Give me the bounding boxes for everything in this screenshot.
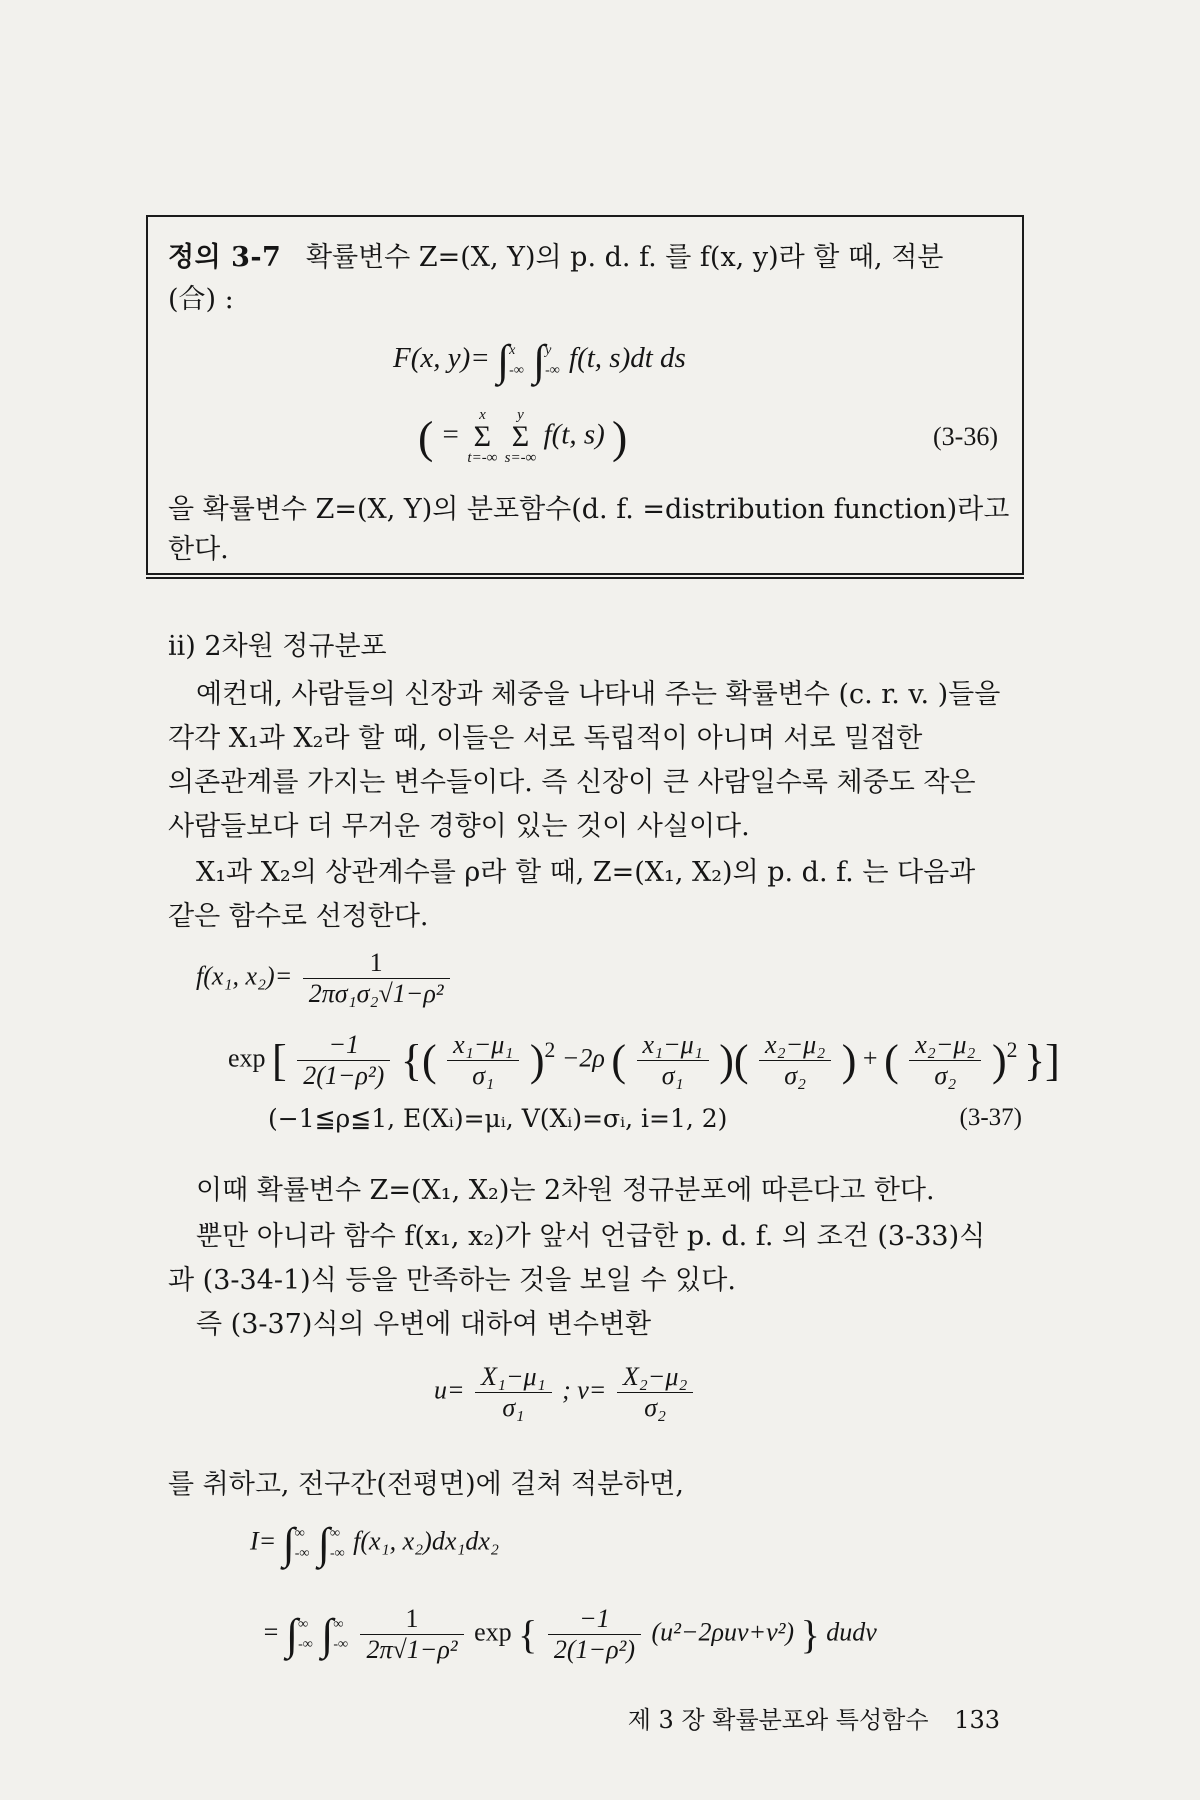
paragraph-3-line-1: 이때 확률변수 Z=(X₁, X₂)는 2차원 정규분포에 따른다고 한다.: [196, 1175, 935, 1206]
definition-title: 정의 3-7: [168, 242, 282, 273]
formula-3-37-line-2: exp [ $\frac{-1}{\text{2(1−ρ²)}}$ {( $\frac{\text{x₁−μ₁}}{\text{σ₁}}$ )$^2$ −2ρ ( $\frac{\text{x₁−μ₁}}{\text{σ₁}}$ )( $\frac{\text{x₂−μ₂}}{\text{σ₂}}$ ) + ( $\frac{\text{x₂−μ₂}}{\text{σ₂}}$ )$^2$ }]: [228, 1030, 1060, 1090]
integral-line-1: I= ∫∞ -∞ ∫∞ -∞ f(x₁, x₂)dx₁dx₂: [250, 1519, 499, 1568]
paragraph-6-line-1: 를 취하고, 전구간(전평면)에 걸쳐 적분하면,: [168, 1469, 684, 1500]
paragraph-1-line-2: 각각 X₁과 X₂라 할 때, 이들은 서로 독립적이 아니며 서로 밀접한: [168, 723, 923, 754]
definition-line-3: 을 확률변수 Z=(X, Y)의 분포함수(d. f. =distribution function)라고: [168, 494, 1010, 525]
paragraph-1-line-3: 의존관계를 가지는 변수들이다. 즉 신장이 큰 사람일수록 체중도 작은: [168, 767, 976, 798]
paragraph-2-line-1: X₁과 X₂의 상관계수를 ρ라 할 때, Z=(X₁, X₂)의 p. d. f. 는 다음과: [196, 857, 976, 888]
page-number: 133: [954, 1706, 1000, 1734]
paragraph-4-line-1: 뿐만 아니라 함수 f(x₁, x₂)가 앞서 언급한 p. d. f. 의 조건 (3-33)식: [196, 1221, 986, 1252]
formula-3-37-line-1: f(x₁, x₂)= $\frac{1}{\text{2πσ₁σ₂√1−ρ²}}$: [196, 948, 454, 1009]
variable-transform: u= $\frac{\text{X₁−μ₁}}{\text{σ₁}}$ ; v= $\frac{\text{X₂−μ₂}}{\text{σ₂}}$: [434, 1362, 697, 1423]
equation-number-3-36: (3-36): [933, 422, 998, 451]
running-footer: [628, 1700, 1000, 1735]
chapter-title: 제 3 장 확률분포와 특성함수: [627, 1706, 929, 1734]
equation-discrete-sum: ( = x Σ t=-∞ y Σ s=-∞ f(t, s) ): [418, 407, 628, 466]
paragraph-1-line-1: 예컨대, 사람들의 신장과 체중을 나타내 주는 확률변수 (c. r. v. )들을: [196, 679, 1001, 710]
formula-3-37-conditions: (−1≦ρ≦1, E(Xᵢ)=μᵢ, V(Xᵢ)=σᵢ, i=1, 2): [268, 1104, 728, 1133]
section-heading: ii) 2차원 정규분포: [168, 631, 387, 662]
paragraph-5-line-1: 즉 (3-37)식의 우변에 대하여 변수변환: [196, 1309, 652, 1340]
definition-line-4: 한다.: [168, 534, 229, 565]
paragraph-2-line-2: 같은 함수로 선정한다.: [168, 901, 429, 932]
box-bottom-rule: [146, 577, 1024, 579]
integral-line-2: = ∫∞ -∞ ∫∞ -∞ $\frac{1}{\text{2π√1−ρ²}}$ exp { $\frac{-1}{\text{2(1−ρ²)}}$ (u²−2ρuv+v²) } dudv: [262, 1604, 877, 1664]
definition-line-1: [168, 235, 943, 274]
definition-box: [146, 215, 1024, 575]
equation-number-3-37: (3-37): [959, 1104, 1022, 1131]
definition-line-2: (合) :: [168, 284, 234, 315]
paragraph-1-line-4: 사람들보다 더 무거운 경향이 있는 것이 사실이다.: [168, 811, 750, 842]
equation-distribution-function: F(x, y)= ∫x -∞ ∫y -∞ f(t, s)dt ds: [393, 336, 686, 385]
paragraph-4-line-2: 과 (3-34-1)식 등을 만족하는 것을 보일 수 있다.: [168, 1265, 736, 1296]
definition-text-1: 확률변수 Z=(X, Y)의 p. d. f. 를 f(x, y)라 할 때, 적분: [305, 242, 944, 273]
